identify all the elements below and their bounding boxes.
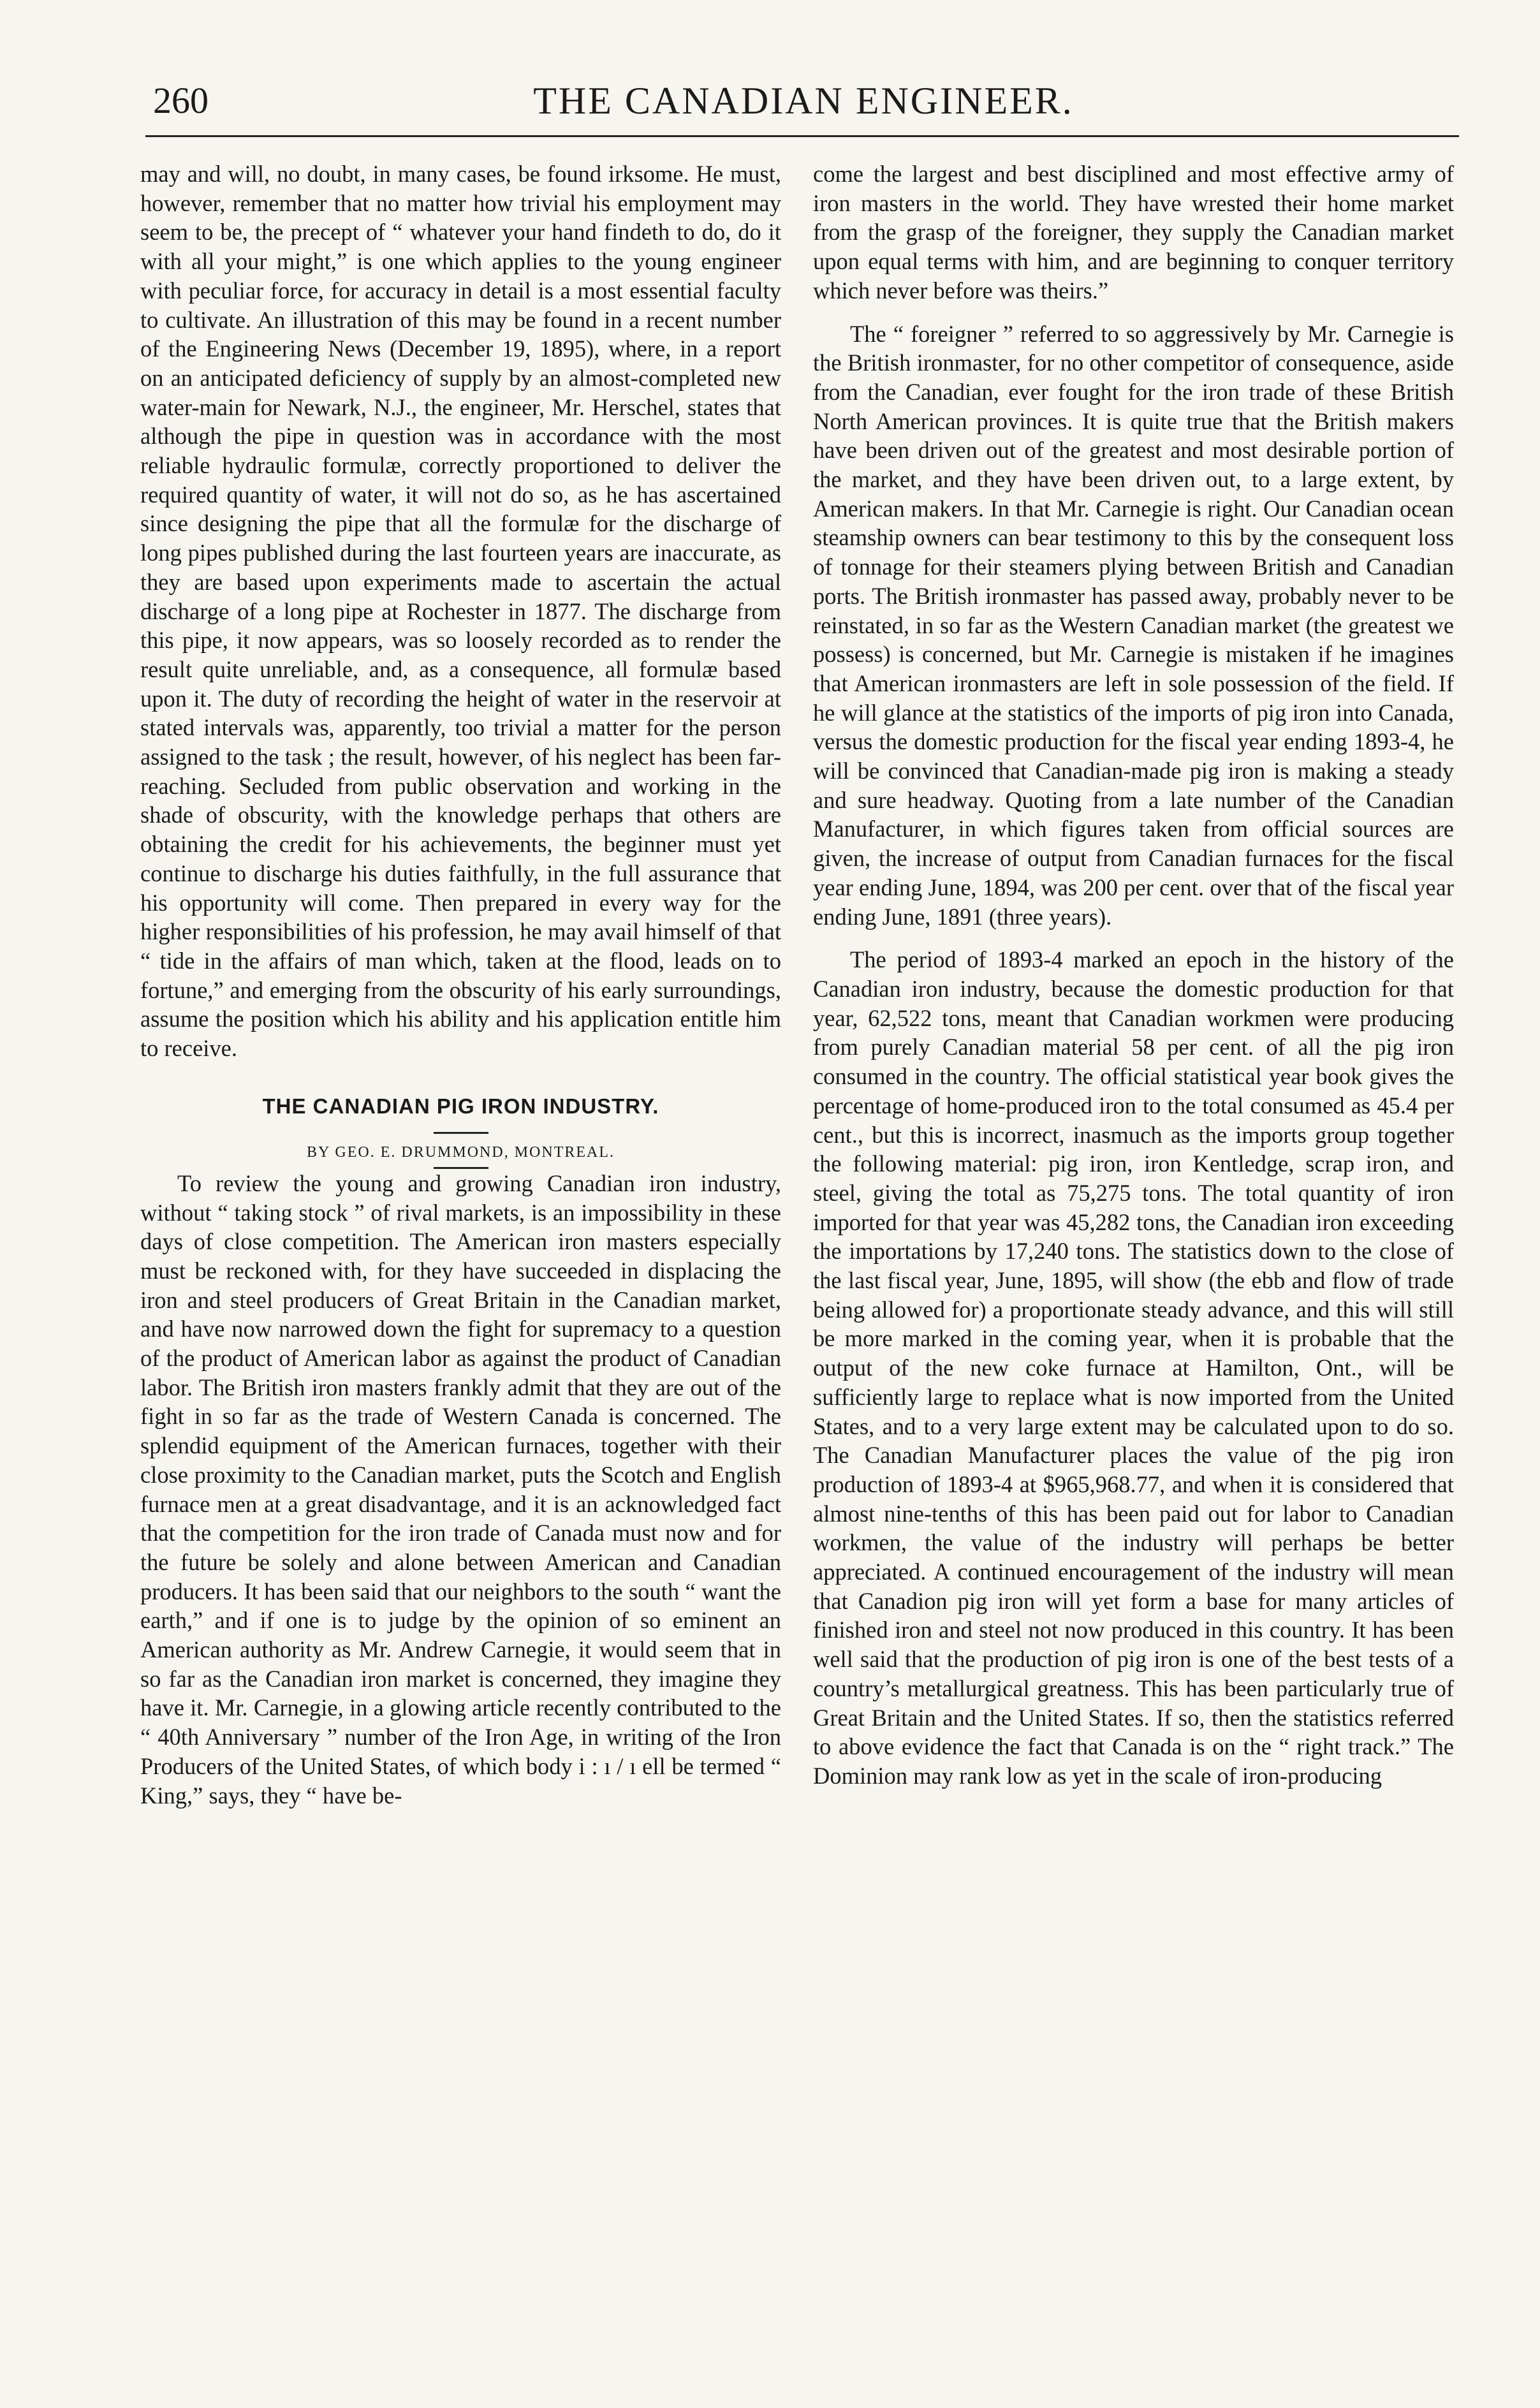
page-header (153, 75, 1454, 133)
paragraph: The “ foreigner ” referred to so aggressively by Mr. Carnegie is the British ironmaster, for no other competitor of consequence, aside from the Canadian, ever fought for the iron trade of these British North American provinces. It is quite true that the British makers have been driven out of the greatest and most desirable portion of the market, and they have been driven out, to a large extent, by American makers. In that Mr. Carnegie is right. Our Canadian ocean steamship owners can bear testimony to this by the consequent loss of tonnage for their steamers plying between British and Canadian ports. The British ironmaster has passed away, probably never to be reinstated, in so far as the Western Canadian market (the greatest we possess) is concerned, but Mr. Carnegie is mistaken if he imagines that American ironmasters are left in sole possession of the field. If he will glance at the statistics of the imports of pig iron into Canada, versus the domestic production for the fiscal year ending 1893-4, he will be convinced that Canadian-made pig iron is making a steady and sure headway. Quoting from a late number of the Canadian Manufacturer, in which figures taken from official sources are given, the increase of output from Canadian furnaces for the fiscal year ending June, 1894, was 200 per cent. over that of the fiscal year ending June, 1891 (three years). (813, 320, 1454, 930)
right-column (813, 159, 1454, 2379)
page-number: 260 (153, 80, 209, 121)
left-column (140, 159, 781, 2379)
header-rule (145, 135, 1459, 137)
paragraph: come the largest and best disciplined and most effective army of iron masters in the world. They have wrested their home market from the grasp of the foreigner, they supply the Canadian market upon equal terms with him, and are beginning to conquer territory which never before was theirs.” (813, 161, 1454, 304)
paragraph: To review the young and growing Canadian iron industry, without “ taking stock ” of rival markets, is an impossibility in these days of close competition. The American iron masters especially must be reckoned with, for they have succeeded in displacing the iron and steel producers of Great Britain in the Canadian market, and have now narrowed down the fight for supremacy to a question of the product of American labor as against the product of Canadian labor. The British iron masters frankly admit that they are out of the fight in so far as the trade of Western Canada is concerned. The splendid equipment of the American furnaces, together with their close proximity to the Canadian market, puts the Scotch and English furnace men at a great disadvantage, and it is an acknowledged fact that the competition for the iron trade of Canada must now and for the future be solely and alone between American and Canadian producers. It has been said that our neighbors to the south “ want the earth,” and if one is to judge by the opinion of so eminent an American authority as Mr. Andrew Carnegie, it would seem that in so far as the Canadian iron market is concerned, they imagine they have it. Mr. Carnegie, in a glowing article recently contributed to the “ 40th Anniversary ” number of the Iron Age, in writing of the Iron Producers of the United States, of which body i : ı / ı ell be termed “ King,” says, they “ have be- (140, 1170, 781, 1809)
heading-rule (434, 1132, 488, 1134)
journal-title: THE CANADIAN ENGINEER. (533, 80, 1074, 122)
paragraph: The period of 1893-4 marked an epoch in the history of the Canadian iron industry, because the domestic production for that year, 62,522 tons, meant that Canadian workmen were producing from purely Canadian material 58 per cent. of all the pig iron consumed in the country. The official statistical year book gives the percentage of home-produced iron to the total consumed as 45.4 per cent., but this is incorrect, inasmuch as the imports group together the following material: pig iron, iron Kentledge, scrap iron, and steel, giving the total as 75,275 tons. The total quantity of iron imported for that year was 45,282 tons, the Canadian iron exceeding the importations by 17,240 tons. The statistics down to the close of the last fiscal year, June, 1895, will show (the ebb and flow of trade being allowed for) a proportionate steady advance, and this will still be more marked in the coming year, when it is probable that the output of the new coke furnace at Hamilton, Ont., will be sufficiently large to replace what is now imported from the United States, and to a very large extent may be calculated upon to do so. The Canadian Manufacturer places the value of the pig iron production of 1893-4 at $965,968.77, and when it is considered that almost nine-tenths of this has been paid out for labor to Canadian workmen, the value of the industry will perhaps be better appreciated. A continued encouragement of the industry will mean that Canadion pig iron will yet form a base for many articles of finished iron and steel not now produced in this country. It has been well said that the production of pig iron is one of the best tests of a country’s metallurgical greatness. This has been particularly true of Great Britain and the United States. If so, then the statistics referred to above evidence the fact that Canada is on the “ right track.” The Dominion may rank low as yet in the scale of iron-producing (813, 946, 1454, 1789)
byline: BY GEO. E. DRUMMOND, MONTREAL. (306, 1143, 615, 1161)
paragraph: may and will, no doubt, in many cases, be found irksome. He must, however, remember that no matter how trivial his employment may seem to be, the precept of “ whatever your hand findeth to do, do it with all your might,” is one which applies to the young engineer with peculiar force, for accuracy in detail is a most essential faculty to cultivate. An illustration of this may be found in a recent number of the Engineering News (December 19, 1895), where, in a report on an anticipated deficiency of supply by an almost-completed new water-main for Newark, N.J., the engineer, Mr. Herschel, states that although the pipe in question was in accordance with the most reliable hydraulic formulæ, correctly proportioned to deliver the required quantity of water, it will not do so, as he has ascertained since designing the pipe that all the formulæ for the discharge of long pipes published during the last fourteen years are inaccurate, as they are based upon experiments made to ascertain the actual discharge of a long pipe at Rochester in 1877. The discharge from this pipe, it now appears, was so loosely recorded as to render the result quite unreliable, and, as a consequence, all formulæ based upon it. The duty of recording the height of water in the reservoir at stated intervals was, apparently, too trivial a matter for the person assigned to the task ; the result, however, of his neglect has been far-reaching. Secluded from public observation and working in the shade of obscurity, with the knowledge perhaps that others are obtaining the credit for his achievements, the beginner must yet continue to discharge his duties faithfully, in the full assurance that his opportunity will come. Then prepared in every way for the higher responsibilities of his profession, he may avail himself of that “ tide in the affairs of man which, taken at the flood, leads on to fortune,” and emerging from the obscurity of his early surroundings, assume the position which his ability and his application entitle him to receive. (140, 161, 781, 1062)
article-heading: THE CANADIAN PIG IRON INDUSTRY. (262, 1094, 659, 1118)
